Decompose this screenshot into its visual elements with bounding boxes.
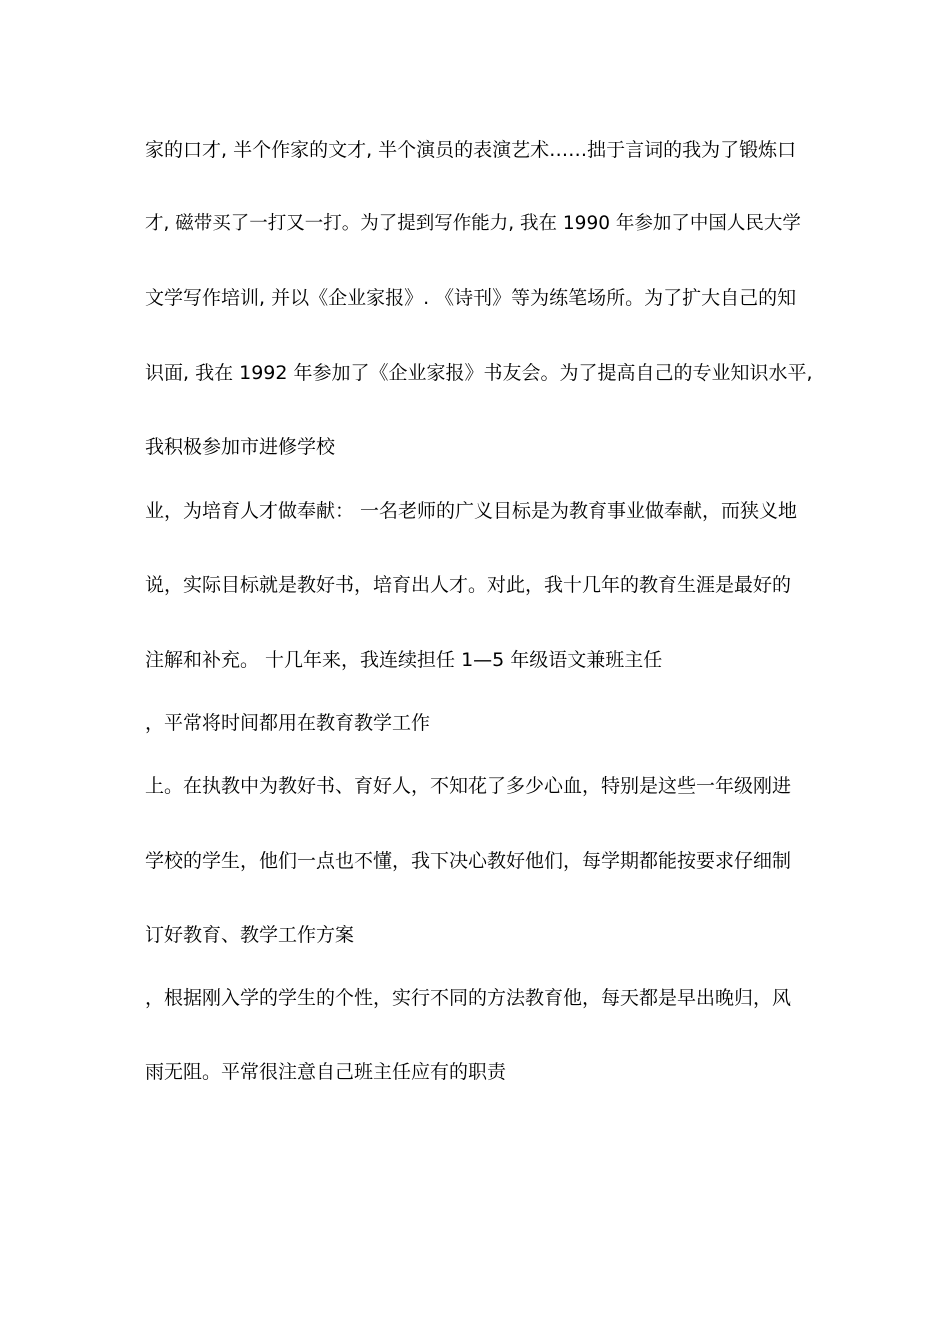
text-line: 文学写作培训, 并以《企业家报》. 《诗刊》等为练笔场所。为了扩大自己的知 xyxy=(145,287,797,309)
text-line: 说，实际目标就是教好书，培育出人才。对此，我十几年的教育生涯是最好的 xyxy=(145,574,792,596)
text-line: ，平常将时间都用在教育教学工作 xyxy=(145,712,431,734)
text-line: 订好教育、教学工作方案 xyxy=(145,924,355,946)
text-line: 识面, 我在 1992 年参加了《企业家报》书友会。为了提高自己的专业知识水平, xyxy=(145,362,813,384)
text-line: 我积极参加市进修学校 xyxy=(145,436,336,458)
text-line: 学校的学生，他们一点也不懂，我下决心教好他们，每学期都能按要求仔细制 xyxy=(145,850,792,872)
text-line: ，根据刚入学的学生的个性，实行不同的方法教育他，每天都是早出晚归，风 xyxy=(145,987,792,1009)
text-line: 才, 磁带买了一打又一打。为了提到写作能力, 我在 1990 年参加了中国人民大学 xyxy=(145,213,801,234)
text-line: 注解和补充。 十几年来，我连续担任 1—5 年级语文兼班主任 xyxy=(145,649,663,671)
text-line: 雨无阻。平常很注意自己班主任应有的职责 xyxy=(145,1061,507,1083)
text-line: 业，为培育人才做奉献： 一名老师的广义目标是为教育事业做奉献，而狭义地 xyxy=(145,500,798,522)
text-line: 上。在执教中为教好书、育好人，不知花了多少心血，特别是这些一年级刚进 xyxy=(145,775,792,797)
text-line: 家的口才, 半个作家的文才, 半个演员的表演艺术……拙于言词的我为了锻炼口 xyxy=(145,139,797,161)
